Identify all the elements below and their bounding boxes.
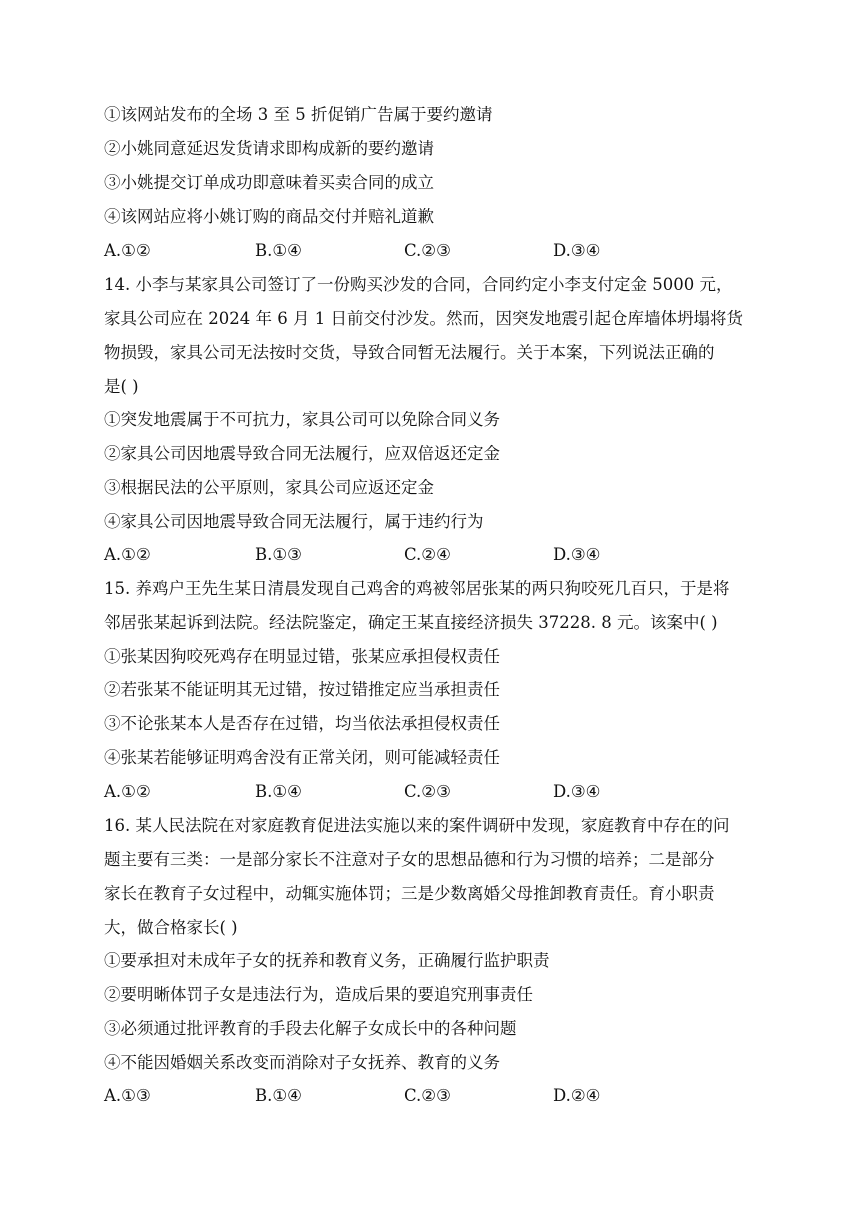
q14-statement-1: ①突发地震属于不可抗力，家具公司可以免除合同义务	[104, 410, 500, 429]
q14-statement-3: ③根据民法的公平原则，家具公司应返还定金	[104, 478, 434, 497]
q16-option-b[interactable]: B.①④	[255, 1086, 302, 1105]
q16-statement-1: ①要承担对未成年子女的抚养和教育义务，正确履行监护职责	[104, 951, 550, 970]
q16-option-a[interactable]: A.①③	[104, 1086, 151, 1105]
q16-statement-2: ②要明晰体罚子女是违法行为，造成后果的要追究刑事责任	[104, 985, 533, 1004]
q13-statement-4: ④该网站应将小姚订购的商品交付并赔礼道歉	[104, 207, 434, 226]
q14-statement-2: ②家具公司因地震导致合同无法履行，应双倍返还定金	[104, 444, 500, 463]
q16-option-c[interactable]: C.②③	[404, 1086, 451, 1105]
q15-statement-3: ③不论张某本人是否存在过错，均当依法承担侵权责任	[104, 714, 500, 733]
q15-statement-2: ②若张某不能证明其无过错，按过错推定应当承担责任	[104, 680, 500, 699]
q16-stem-line-1: 16. 某人民法院在对家庭教育促进法实施以来的案件调研中发现，家庭教育中存在的问	[104, 816, 730, 835]
q13-option-c[interactable]: C.②③	[404, 241, 451, 260]
q15-option-d[interactable]: D.③④	[553, 782, 601, 801]
q14-option-c[interactable]: C.②④	[404, 545, 451, 564]
q16-stem-line-4: 大，做合格家长( )	[104, 918, 238, 937]
q15-stem-line-2: 邻居张某起诉到法院。经法院鉴定，确定王某直接经济损失 37228. 8 元。该案中( )	[104, 613, 718, 632]
q15-stem-line-1: 15. 养鸡户王先生某日清晨发现自己鸡舍的鸡被邻居张某的两只狗咬死几百只，于是将	[104, 579, 730, 598]
q14-statement-4: ④家具公司因地震导致合同无法履行，属于违约行为	[104, 512, 484, 531]
q13-option-d[interactable]: D.③④	[553, 241, 601, 260]
q14-stem-line-4: 是( )	[104, 377, 139, 396]
q15-option-c[interactable]: C.②③	[404, 782, 451, 801]
q16-stem-line-2: 题主要有三类：一是部分家长不注意对子女的思想品德和行为习惯的培养；二是部分	[104, 850, 715, 869]
q13-statement-2: ②小姚同意延迟发货请求即构成新的要约邀请	[104, 139, 434, 158]
q16-statement-4: ④不能因婚姻关系改变而消除对子女抚养、教育的义务	[104, 1053, 500, 1072]
q13-statement-3: ③小姚提交订单成功即意味着买卖合同的成立	[104, 173, 434, 192]
q15-option-b[interactable]: B.①④	[255, 782, 302, 801]
q14-option-b[interactable]: B.①③	[255, 545, 302, 564]
q14-stem-line-2: 家具公司应在 2024 年 6 月 1 日前交付沙发。然而，因突发地震引起仓库墙体坍塌将货	[104, 309, 743, 328]
q14-option-a[interactable]: A.①②	[104, 545, 151, 564]
q16-stem-line-3: 家长在教育子女过程中，动辄实施体罚；三是少数离婚父母推卸教育责任。育小职责	[104, 884, 715, 903]
q15-option-a[interactable]: A.①②	[104, 782, 151, 801]
q14-stem-line-3: 物损毁，家具公司无法按时交货，导致合同暂无法履行。关于本案，下列说法正确的	[104, 343, 715, 362]
q16-option-d[interactable]: D.②④	[553, 1086, 601, 1105]
q14-stem-line-1: 14. 小李与某家具公司签订了一份购买沙发的合同，合同约定小李支付定金 5000 元，	[104, 275, 733, 294]
q16-statement-3: ③必须通过批评教育的手段去化解子女成长中的各种问题	[104, 1019, 517, 1038]
q14-option-d[interactable]: D.③④	[553, 545, 601, 564]
q13-option-b[interactable]: B.①④	[255, 241, 302, 260]
q13-statement-1: ①该网站发布的全场 3 至 5 折促销广告属于要约邀请	[104, 105, 493, 124]
q15-statement-1: ①张某因狗咬死鸡存在明显过错，张某应承担侵权责任	[104, 647, 500, 666]
q13-option-a[interactable]: A.①②	[104, 241, 151, 260]
q15-statement-4: ④张某若能够证明鸡舍没有正常关闭，则可能减轻责任	[104, 748, 500, 767]
